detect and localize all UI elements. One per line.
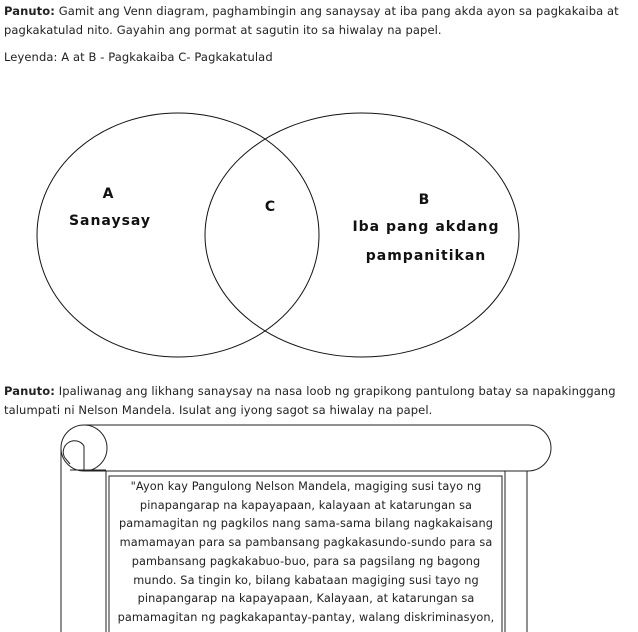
- venn-right-title-line2: pampanitikan: [365, 248, 487, 264]
- quote-text: "Ayon kay Pangulong Nelson Mandela, magiging susi tayo ng pinapangarap na kapayapaan, kalayaan at katarungan sa pamamagitan ng pagkilos nang sama-sama bilang nagkakaisang mamamayan para sa pambansang pagkakasundo-sundo para sa pambansang pagkakabuo-buo, para sa pagsilang ng bagong mundo. Sa tingin ko, bilang kabataan magiging susi tayo ng pinapangarap na kapayapaan, Kalayaan, at katarungan sa pamamagitan ng pagkakapantay-pantay, walang diskriminasyon,: [117, 480, 495, 624]
- instruction-text: Ipaliwanag ang likhang sanaysay na nasa loob ng grapikong pantulong batay sa napakinggang talumpati ni Nelson Mandela. Isulat ang iyong sagot sa hiwalay na papel.: [4, 384, 616, 417]
- venn-left-title: Sanaysay: [68, 213, 152, 229]
- venn-circle-right: [205, 113, 519, 357]
- instruction-scroll: [4, 382, 634, 420]
- instruction-text: Gamit ang Venn diagram, paghambingin ang sanaysay at iba pang akda ayon sa pagkakaiba at pagkakatulad nito. Gayahin ang pormat at sagutin ito sa hiwalay na papel.: [4, 4, 619, 37]
- venn-center-letter: C: [264, 199, 276, 215]
- instruction-label: Panuto:: [4, 4, 55, 18]
- venn-diagram: [0, 100, 638, 380]
- legend-text: Leyenda: A at B - Pagkakaiba C- Pagkakatulad: [4, 50, 273, 64]
- instruction-venn: [4, 2, 634, 40]
- venn-left-letter: A: [102, 186, 114, 202]
- venn-circle-left: [37, 113, 319, 357]
- scroll-top-roll: [83, 425, 551, 471]
- instruction-label: Panuto:: [4, 384, 55, 398]
- venn-right-title-line1: Iba pang akdang: [352, 219, 500, 235]
- venn-right-letter: B: [418, 192, 430, 208]
